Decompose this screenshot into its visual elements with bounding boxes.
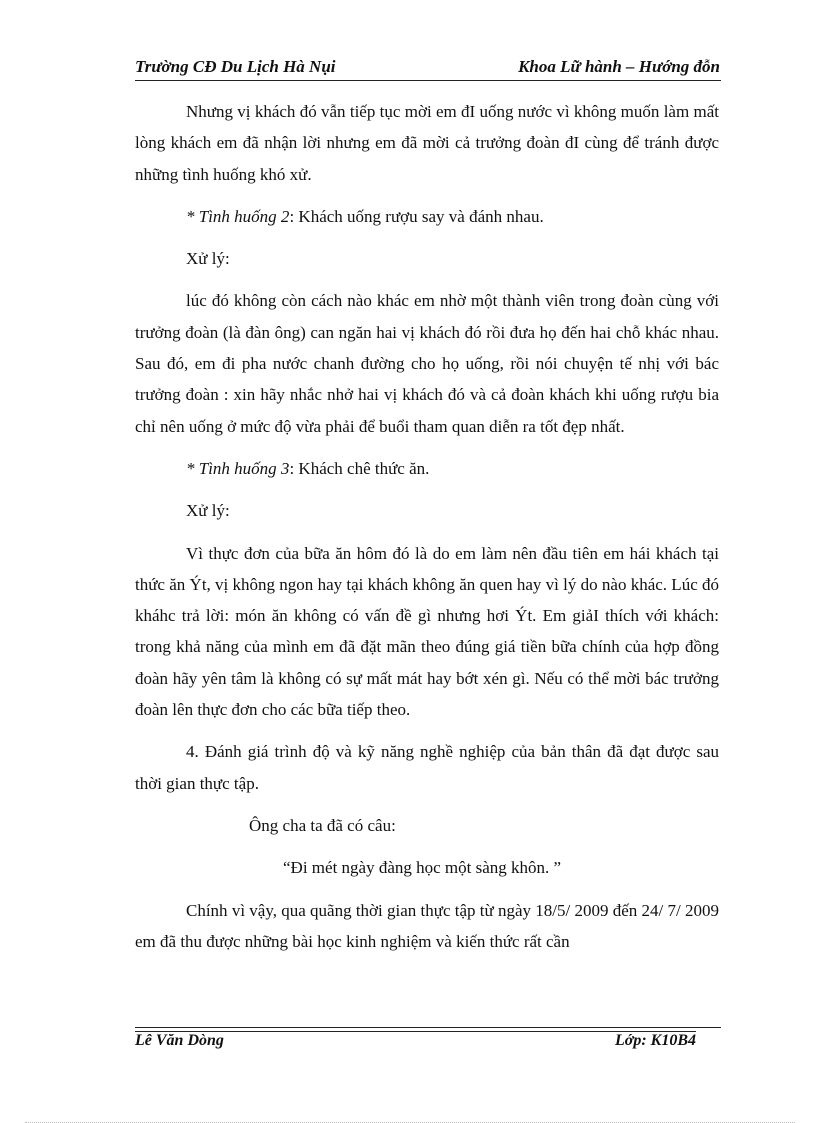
situation-3-label: * Tình huống 3 (186, 458, 290, 478)
footer-rule-thick (135, 1027, 721, 1028)
situation-3-text: : Khách chê thức ăn. (289, 458, 430, 478)
page-body (135, 96, 719, 957)
situation-2-text: : Khách uống rượu say và đánh nhau. (289, 206, 544, 226)
paragraph-5: Chính vì vậy, qua quãng thời gian thực tập từ ngày 18/5/ 2009 đến 24/ 7/ 2009 em đã thu được những bài học kinh nghiệm và kiến thức rất cần (135, 900, 719, 951)
header-department: Khoa Lữ hành – Hướng đỗn (518, 57, 720, 76)
situation-2-label: * Tình huống 2 (186, 206, 290, 226)
paragraph-4: 4. Đánh giá trình độ và kỹ năng nghề nghiệp của bản thân đã đạt được sau thời gian thực tập. (135, 742, 719, 793)
handle-label-1: Xử lý: (186, 249, 230, 269)
footer-class: Lớp: K10B4 (614, 1032, 696, 1049)
page-footer (135, 1032, 696, 1056)
proverb-intro: Ông cha ta đã có câu: (249, 815, 396, 835)
page-header (135, 57, 720, 81)
header-rule (135, 80, 721, 81)
footer-author: Lê Văn Dòng (135, 1032, 224, 1049)
header-school-name: Trường CĐ Du Lịch Hà Nụi (135, 57, 336, 76)
paragraph-2: lúc đó không còn cách nào khác em nhờ một thành viên trong đoàn cùng với trưởng đoàn (là đàn ông) can ngăn hai vị khách đó rồi đưa họ đến hai chỗ khác nhau. Sau đó, em đi pha nước chanh đường cho họ uống, rồi nói chuyện tế nhị với bác trưởng đoàn : xin hãy nhắc nhở hai vị khách đó và cả đoàn khách khi uống rượu bia chỉ nên uống ở mức độ vừa phải để buổi tham quan diễn ra tốt đẹp nhất. (135, 291, 719, 436)
situation-3 (135, 453, 719, 484)
paragraph-1: Nhưng vị khách đó vẫn tiếp tục mời em đI uống nước vì không muốn làm mất lòng khách em đã nhận lời nhưng em đã mời cả trưởng đoàn đI cùng để tránh được những tình huống khó xử. (135, 102, 719, 184)
proverb-quote: “Đi mét ngày đàng học một sàng khôn. ” (283, 858, 562, 878)
situation-2 (135, 201, 719, 232)
handle-label-2: Xử lý: (186, 501, 230, 521)
paragraph-3: Vì thực đơn của bữa ăn hôm đó là do em làm nên đầu tiên em hái khách tại thức ăn Ýt, vị không ngon hay tại khách không ăn quen hay vì lý do nào khác. Lúc đó kháhc trả lời: món ăn không có vấn đề gì nhưng hơi Ýt. Em giảI thích với khách: trong khả năng của mình em đã đặt mãn theo đúng giá tiền bữa chính của hợp đồng đoàn hãy yên tâm là không có sự mất mát hay bớt xén gì. Nếu có thể mời bác trưởng đoàn lên thực đơn cho các bữa tiếp theo. (135, 543, 719, 720)
